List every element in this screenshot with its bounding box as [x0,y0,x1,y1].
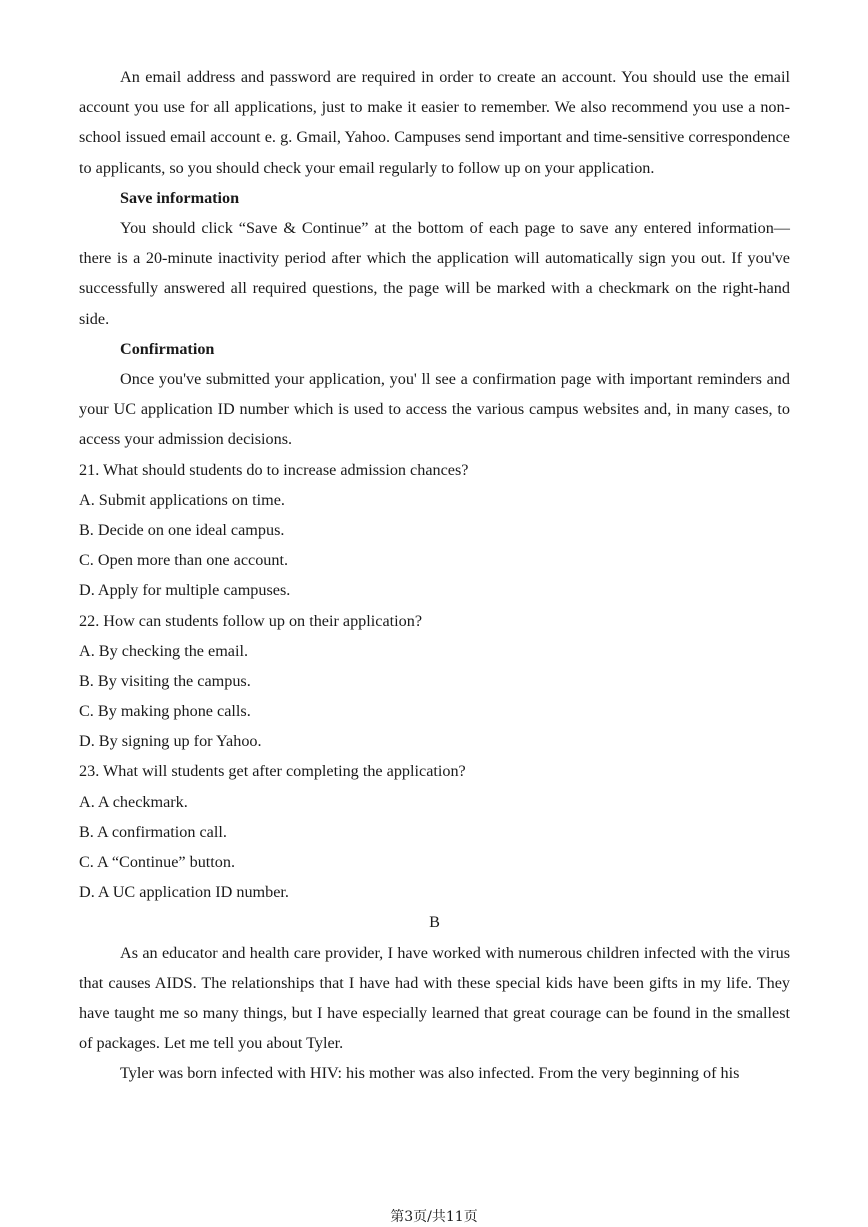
question-22 [79,606,790,757]
save-information-heading: Save information [120,188,240,207]
save-information-paragraph: You should click “Save & Continue” at the bottom of each page to save any entered information— there is a 20-minute inactivity period after which the application will automatically sign you out. If you've successfully answered all required questions, the page will be marked with a checkmark on the right-hand side. [79,219,790,328]
answer-option: A. Submit applications on time. [79,490,285,509]
question-23 [79,756,790,907]
answer-option: C. By making phone calls. [79,702,251,721]
answer-option: D. A UC application ID number. [79,883,289,902]
answer-option: C. A “Continue” button. [79,853,236,872]
question-21 [79,455,790,606]
section-b-heading: B [429,913,440,932]
answer-option: D. By signing up for Yahoo. [79,732,262,751]
answer-option: B. Decide on one ideal campus. [79,520,285,539]
answer-option: C. Open more than one account. [79,551,289,570]
confirmation-paragraph: Once you've submitted your application, you' ll see a confirmation page with important reminders and your UC application ID number which is used to access the various campus websites and, in many cases, to access your admission decisions. [79,370,790,449]
answer-option: D. Apply for multiple campuses. [79,581,291,600]
page-number-footer: 第3页/共11页 [390,1209,478,1225]
confirmation-heading: Confirmation [120,339,215,358]
answer-option: A. A checkmark. [79,792,188,811]
passage-b-paragraph-2: Tyler was born infected with HIV: his mother was also infected. From the very beginning of his [120,1064,740,1083]
question-stem: 22. How can students follow up on their application? [79,611,423,630]
intro-paragraph: An email address and password are required in order to create an account. You should use the email account you use for all applications, just to make it easier to remember. We also recommend you use a non-school issued email account e. g. Gmail, Yahoo. Campuses send important and time-sensitive correspondence to applicants, so you should check your email regularly to follow up on your application. [79,68,790,177]
document-page [79,62,790,1089]
question-stem: 23. What will students get after completing the application? [79,762,466,781]
answer-option: A. By checking the email. [79,641,249,660]
answer-option: B. By visiting the campus. [79,671,251,690]
answer-option: B. A confirmation call. [79,822,227,841]
question-stem: 21. What should students do to increase admission chances? [79,460,469,479]
passage-b-paragraph-1: As an educator and health care provider, I have worked with numerous children infected with the virus that causes AIDS. The relationships that I have had with these special kids have been gifts in my life. They have taught me so many things, but I have especially learned that great courage can be found in the smallest of packages. Let me tell you about Tyler. [79,943,790,1053]
